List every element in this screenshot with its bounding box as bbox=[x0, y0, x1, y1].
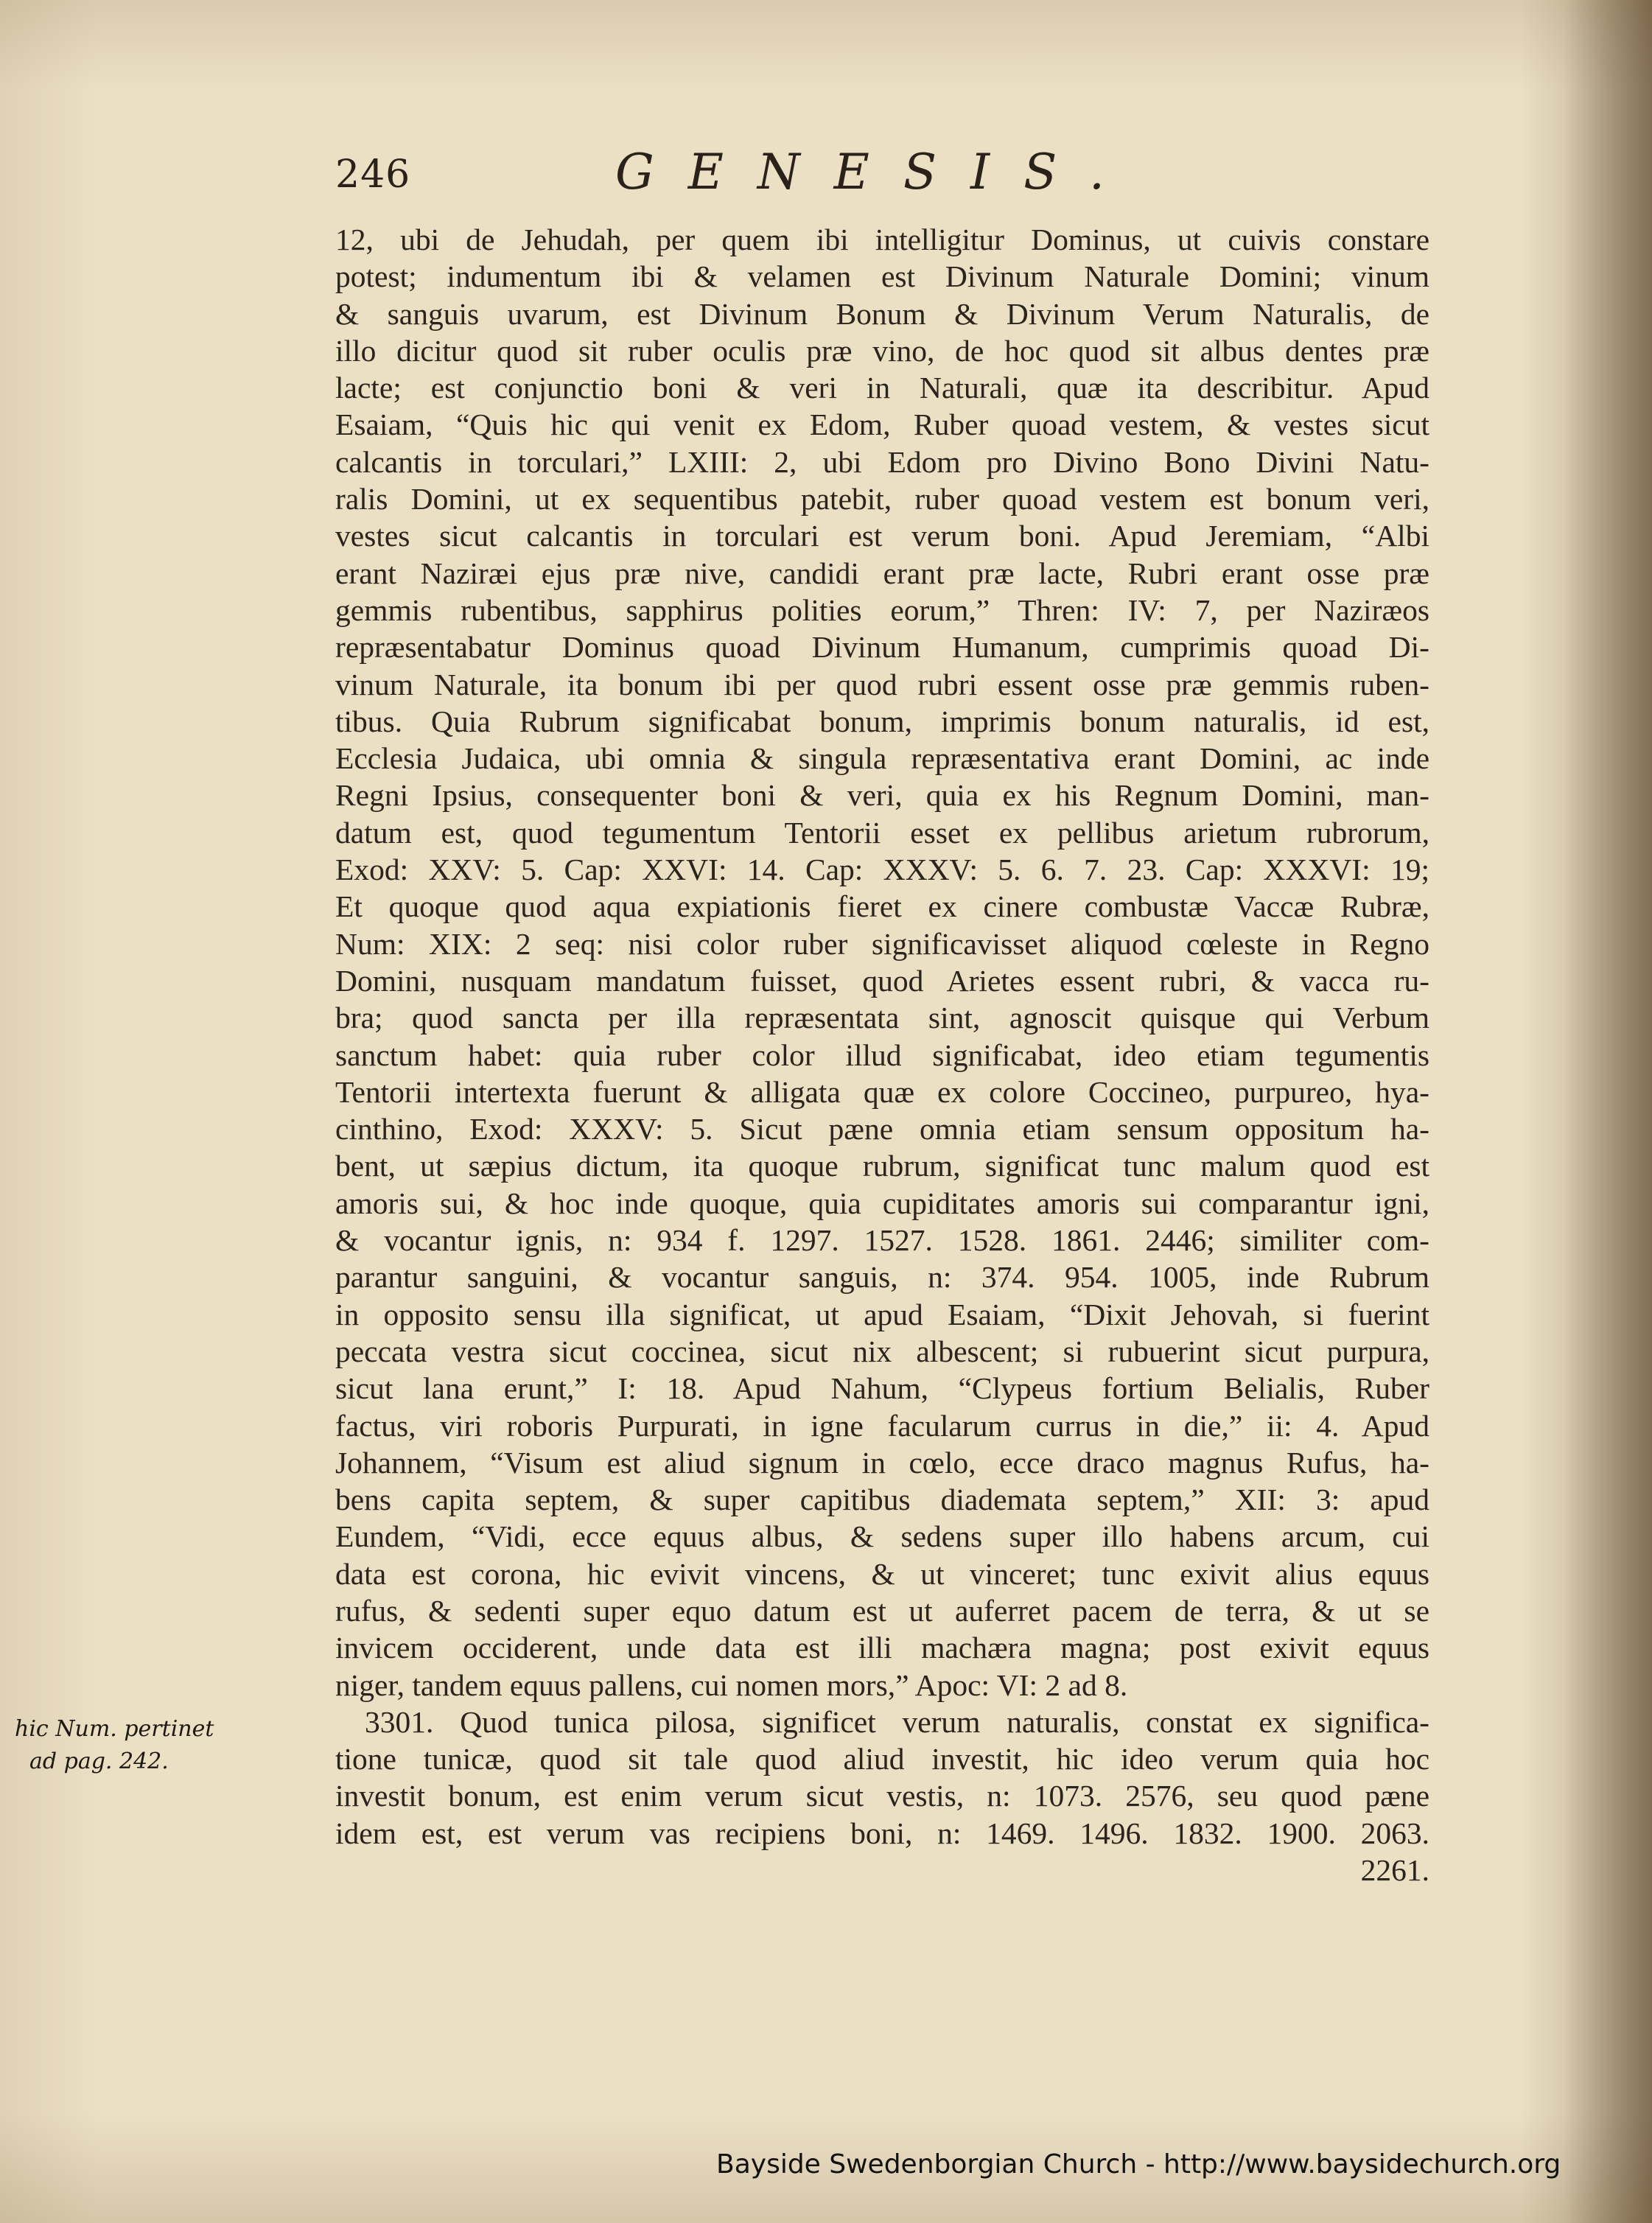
text-line: Exod: XXV: 5. Cap: XXVI: 14. Cap: XXXV: 5. 6. 7. 23. Cap: XXXVI: 19; bbox=[335, 853, 1429, 887]
margin-note-line: hic Num. pertinet bbox=[15, 1716, 214, 1742]
text-line: bens capita septem, & super capitibus diademata septem,” XII: 3: apud bbox=[335, 1482, 1429, 1517]
text-line: 12, ubi de Jehudah, per quem ibi intelligitur Dominus, ut cuivis constare bbox=[335, 223, 1429, 256]
text-line: lacte; est conjunctio boni & veri in Naturali, quæ ita describitur. Apud bbox=[335, 371, 1429, 405]
text-line: investit bonum, est enim verum sicut vestis, n: 1073. 2576, seu quod pæne bbox=[335, 1779, 1429, 1813]
body-text bbox=[335, 221, 1429, 1888]
text-line: in opposito sensu illa significat, ut apud Esaiam, “Dixit Jehovah, si fuerint bbox=[335, 1297, 1429, 1331]
text-line: Et quoque quod aqua expiationis fieret ex cinere combustæ Vaccæ Rubræ, bbox=[335, 889, 1429, 924]
text-line: erant Naziræi ejus præ nive, candidi erant præ lacte, Rubri erant osse præ bbox=[335, 556, 1429, 590]
watermark-credit: Bayside Swedenborgian Church - http://www.baysidechurch.org bbox=[716, 2149, 1561, 2180]
text-line: parantur sanguini, & vocantur sanguis, n: 374. 954. 1005, inde Rubrum bbox=[335, 1260, 1429, 1295]
text-line: Johannem, “Visum est aliud signum in cœlo, ecce draco magnus Rufus, ha- bbox=[335, 1445, 1429, 1480]
margin-note-line: ad pag. 242. bbox=[29, 1748, 169, 1774]
text-line: & sanguis uvarum, est Divinum Bonum & Divinum Verum Naturalis, de bbox=[335, 296, 1429, 331]
text-line: idem est, est verum vas recipiens boni, n: 1469. 1496. 1832. 1900. 2063. bbox=[335, 1816, 1429, 1850]
text-line: datum est, quod tegumentum Tentorii esset ex pellibus arietum rubrorum, bbox=[335, 815, 1429, 850]
text-line: invicem occiderent, unde data est illi machæra magna; post exivit equus bbox=[335, 1631, 1429, 1665]
page-edge-shadow bbox=[1564, 0, 1652, 2223]
text-line: Esaiam, “Quis hic qui venit ex Edom, Ruber quoad vestem, & vestes sicut bbox=[335, 407, 1429, 442]
text-line: illo dicitur quod sit ruber oculis præ vino, de hoc quod sit albus dentes præ bbox=[335, 333, 1429, 368]
text-line: tione tunicæ, quod sit tale quod aliud investit, hic ideo verum quia hoc bbox=[335, 1742, 1429, 1776]
text-line: ralis Domini, ut ex sequentibus patebit, ruber quoad vestem est bonum veri, bbox=[335, 482, 1429, 517]
text-line: sicut lana erunt,” I: 18. Apud Nahum, “Clypeus fortium Belialis, Ruber bbox=[335, 1371, 1429, 1406]
text-line: Num: XIX: 2 seq: nisi color ruber significavisset aliquod cœleste in Regno bbox=[335, 926, 1429, 961]
text-line: calcantis in torculari,” LXIII: 2, ubi Edom pro Divino Bono Divini Natu- bbox=[335, 444, 1429, 479]
text-line: Tentorii intertexta fuerunt & alligata quæ ex colore Coccineo, purpureo, hya- bbox=[335, 1074, 1429, 1109]
text-line: rufus, & sedenti super equo datum est ut auferret pacem de terra, & ut se bbox=[335, 1593, 1429, 1628]
text-line: amoris sui, & hoc inde quoque, quia cupiditates amoris sui comparantur igni, bbox=[335, 1186, 1429, 1220]
text-line: cinthino, Exod: XXXV: 5. Sicut pæne omnia etiam sensum oppositum ha- bbox=[335, 1112, 1429, 1146]
handwritten-margin-note bbox=[15, 1713, 251, 1778]
text-line: tibus. Quia Rubrum significabat bonum, imprimis bonum naturalis, id est, bbox=[335, 704, 1429, 738]
text-line: 2261. bbox=[1360, 1853, 1429, 1888]
text-line: sanctum habet: quia ruber color illud significabat, ideo etiam tegumentis bbox=[335, 1037, 1429, 1072]
text-line: gemmis rubentibus, sapphirus polities eorum,” Thren: IV: 7, per Naziræos bbox=[335, 592, 1429, 627]
text-line: factus, viri roboris Purpurati, in igne facularum currus in die,” ii: 4. Apud bbox=[335, 1408, 1429, 1443]
text-line: data est corona, hic evivit vincens, & ut vinceret; tunc exivit alius equus bbox=[335, 1556, 1429, 1591]
text-line: Domini, nusquam mandatum fuisset, quod Arietes essent rubri, & vacca ru- bbox=[335, 963, 1429, 998]
text-line: vinum Naturale, ita bonum ibi per quod rubri essent osse præ gemmis ruben- bbox=[335, 667, 1429, 701]
running-title: GENESIS. bbox=[615, 144, 1138, 200]
text-line: bra; quod sancta per illa repræsentata sint, agnoscit quisque qui Verbum bbox=[335, 1001, 1429, 1035]
text-line: Ecclesia Judaica, ubi omnia & singula repræsentativa erant Domini, ac inde bbox=[335, 741, 1429, 776]
text-line: bent, ut sæpius dictum, ita quoque rubrum, significat tunc malum quod est bbox=[335, 1149, 1429, 1183]
page-header bbox=[335, 144, 1426, 203]
text-line: repræsentabatur Dominus quoad Divinum Humanum, cumprimis quoad Di- bbox=[335, 630, 1429, 665]
text-line: niger, tandem equus pallens, cui nomen mors,” Apoc: VI: 2 ad 8. bbox=[335, 1667, 1128, 1702]
text-line: potest; indumentum ibi & velamen est Divinum Naturale Domini; vinum bbox=[335, 259, 1429, 294]
text-line: vestes sicut calcantis in torculari est verum boni. Apud Jeremiam, “Albi bbox=[335, 519, 1429, 553]
text-line: peccata vestra sicut coccinea, sicut nix albescent; si rubuerint sicut purpura, bbox=[335, 1334, 1429, 1368]
page-number: 246 bbox=[335, 153, 411, 197]
text-line: Eundem, “Vidi, ecce equus albus, & sedens super illo habens arcum, cui bbox=[335, 1519, 1429, 1554]
text-line: 3301. Quod tunica pilosa, significet verum naturalis, constat ex significa- bbox=[365, 1704, 1429, 1739]
text-line: & vocantur ignis, n: 934 f. 1297. 1527. 1528. 1861. 2446; similiter com- bbox=[335, 1223, 1429, 1258]
text-line: Regni Ipsius, consequenter boni & veri, quia ex his Regnum Domini, man- bbox=[335, 778, 1429, 813]
